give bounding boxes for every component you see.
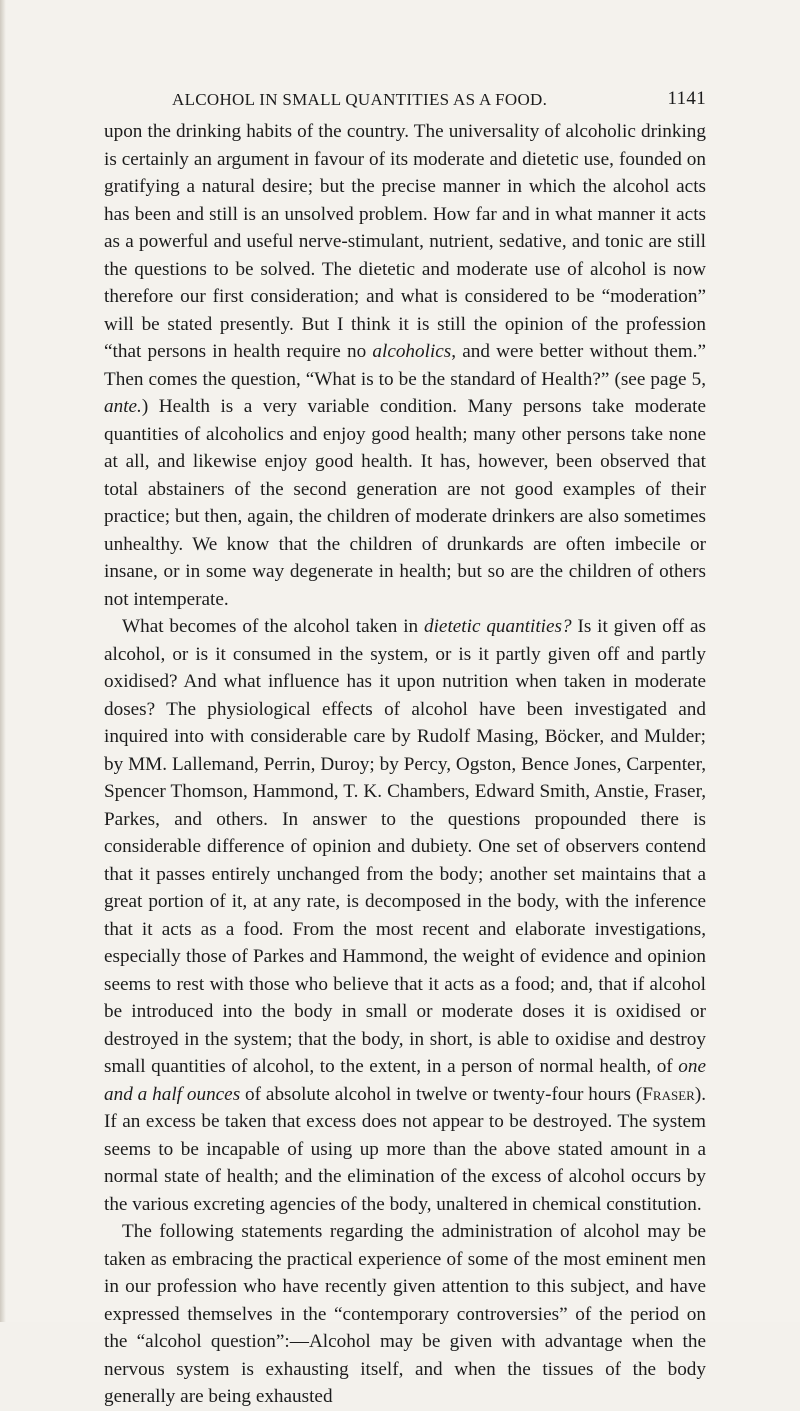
italic-run: ante. bbox=[104, 396, 142, 417]
page-edge-shadow bbox=[0, 0, 6, 1322]
italic-run: alcoholics bbox=[372, 341, 452, 362]
running-head: ALCOHOL IN SMALL QUANTITIES AS A FOOD. bbox=[172, 90, 548, 109]
page-number: 1141 bbox=[667, 88, 706, 109]
italic-run: dietetic quantities? bbox=[424, 616, 572, 637]
text-run: ) Health is a very variable condition. Many persons take moderate quantities of alcoholics and enjoy good health; many other persons take none at all, and likewise enjoy good health. It has, however, been observed that total abstainers of the second generation are not good examples of their practice; but then, again, the children of moderate drinkers are also sometimes unhealthy. We know that the children of drunkards are often imbecile or insane, or in some way degenerate in health; but so are the children of others not intemperate. bbox=[104, 396, 706, 610]
small-caps-run: Fraser bbox=[642, 1083, 695, 1105]
text-run: of absolute alcohol in twelve or twenty-four hours ( bbox=[240, 1083, 643, 1105]
text-run: What becomes of the alcohol taken in bbox=[122, 616, 424, 637]
page-header bbox=[104, 90, 706, 116]
paragraph-2 bbox=[104, 613, 706, 1218]
italic-run: one and a half ounces bbox=[104, 1056, 706, 1105]
paragraph-3: The following statements regarding the administration of alcohol may be taken as embracing the practical experience of some of the most eminent men in our profession who have recently given attention to this subject, and have expressed themselves in the “contemporary controversies” of the period on the “alcohol question”:—Alcohol may be given with advantage when the nervous system is exhausting itself, and when the tissues of the body generally are being exhausted bbox=[104, 1221, 706, 1407]
body-text bbox=[104, 118, 706, 1411]
paragraph-1 bbox=[104, 118, 706, 613]
text-run: Is it given off as alcohol, or is it consumed in the system, or is it partly given off and partly oxidised? And what influence has it upon nutrition when taken in moderate doses? The physiological effects of alcohol have been investigated and inquired into with considerable care by Rudolf Masing, Böcker, and Mulder; by MM. Lallemand, Perrin, Duroy; by Percy, Ogston, Bence Jones, Carpenter, Spencer Thomson, Hammond, T. K. Chambers, Edward Smith, Anstie, Fraser, Parkes, and others. In answer to the questions propounded there is considerable difference of opinion and dubiety. One set of observers contend that it passes entirely unchanged from the body; another set maintains that a great portion of it, at any rate, is decomposed in the body, with the inference that it acts as a food. From the most recent and elaborate investigations, especially those of Parkes and Hammond, the weight of evidence and opinion seems to rest with those who believe that it acts as a food; and, that if alcohol be introduced into the body in small or moderate doses it is oxidised or destroyed in the system; that the body, in short, is able to oxidise and destroy small quantities of alcohol, to the extent, in a person of normal health, of bbox=[104, 616, 706, 1077]
text-run: , and were better without them.” Then comes the question, “What is to be the standard of Health?” (see page 5, bbox=[104, 341, 706, 390]
text-run: ). If an excess be taken that excess does not appear to be destroyed. The system seems to be incapable of using up more than the above stated amount in a normal state of health; and the elimination of the excess of alcohol occurs by the various excreting agencies of the body, unaltered in chemical constitution. bbox=[104, 1083, 706, 1215]
text-run: upon the drinking habits of the country. The universality of alcoholic drinking is certainly an argument in favour of its moderate and dietetic use, founded on gratifying a natural desire; but the precise manner in which the alcohol acts has been and still is an unsolved problem. How far and in what manner it acts as a powerful and useful nerve-stimulant, nutrient, sedative, and tonic are still the questions to be solved. The dietetic and moderate use of alcohol is now therefore our first consideration; and what is considered to be “moderation” will be stated presently. But I think it is still the opinion of the profession “that persons in health require no bbox=[104, 121, 706, 362]
